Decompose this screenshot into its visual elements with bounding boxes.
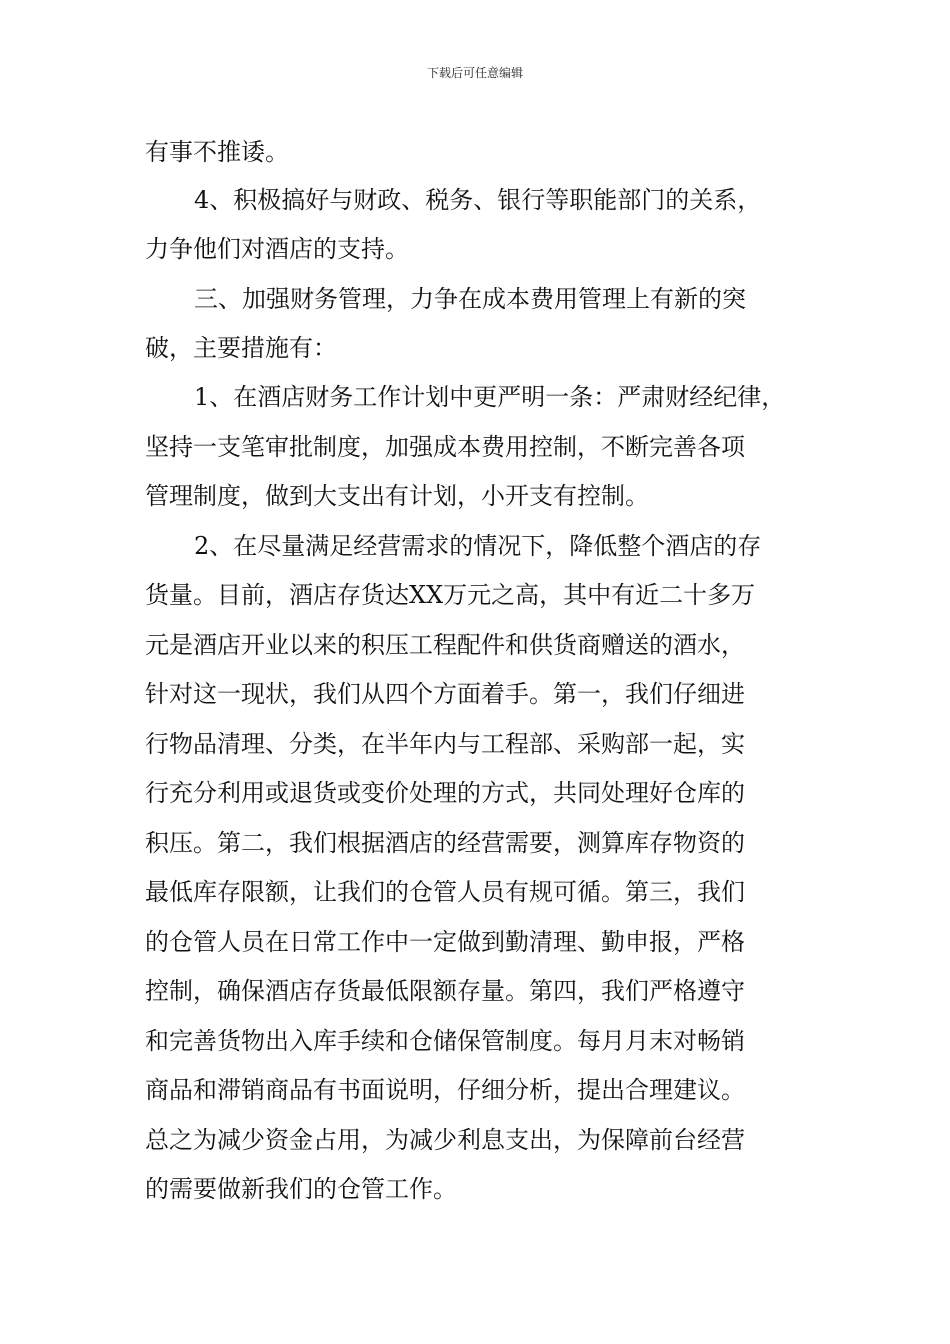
text-line: 行充分利用或退货或变价处理的方式，共同处理好仓库的 — [145, 779, 745, 807]
text-line: 1、在酒店财务工作计划中更严明一条：严肃财经纪律， — [194, 383, 786, 411]
text-line: 商品和滞销商品有书面说明，仔细分析，提出合理建议。 — [145, 1076, 745, 1104]
text-line: 行物品清理、分类，在半年内与工程部、采购部一起，实 — [145, 730, 745, 758]
text-line: 力争他们对酒店的支持。 — [145, 235, 409, 263]
text-line: 和完善货物出入库手续和仓储保管制度。每月月末对畅销 — [145, 1027, 745, 1055]
text-line: 积压。第二，我们根据酒店的经营需要，测算库存物资的 — [145, 829, 745, 857]
text-line: 针对这一现状，我们从四个方面着手。第一，我们仔细进 — [145, 680, 745, 708]
text-line: 4、积极搞好与财政、税务、银行等职能部门的关系， — [194, 186, 762, 214]
text-line: 坚持一支笔审批制度，加强成本费用控制，不断完善各项 — [145, 433, 745, 461]
text-line: 总之为减少资金占用，为减少利息支出，为保障前台经营 — [145, 1126, 745, 1154]
text-line: 的仓管人员在日常工作中一定做到勤清理、勤申报，严格 — [145, 928, 745, 956]
text-line: 2、在尽量满足经营需求的情况下，降低整个酒店的存 — [194, 532, 762, 560]
text-line: 货量。目前，酒店存货达XX万元之高，其中有近二十多万 — [145, 581, 756, 609]
text-line: 破，主要措施有： — [145, 334, 337, 362]
text-line: 元是酒店开业以来的积压工程配件和供货商赠送的酒水， — [145, 631, 745, 659]
page-header: 下载后可任意编辑 — [426, 66, 523, 80]
text-line: 三、加强财务管理，力争在成本费用管理上有新的突 — [194, 285, 746, 313]
text-line: 管理制度，做到大支出有计划，小开支有控制。 — [145, 482, 649, 510]
text-line: 最低库存限额，让我们的仓管人员有规可循。第三，我们 — [145, 878, 745, 906]
text-line: 控制，确保酒店存货最低限额存量。第四，我们严格遵守 — [145, 977, 745, 1005]
text-line: 的需要做新我们的仓管工作。 — [145, 1175, 457, 1203]
text-line: 有事不推诿。 — [145, 138, 289, 166]
